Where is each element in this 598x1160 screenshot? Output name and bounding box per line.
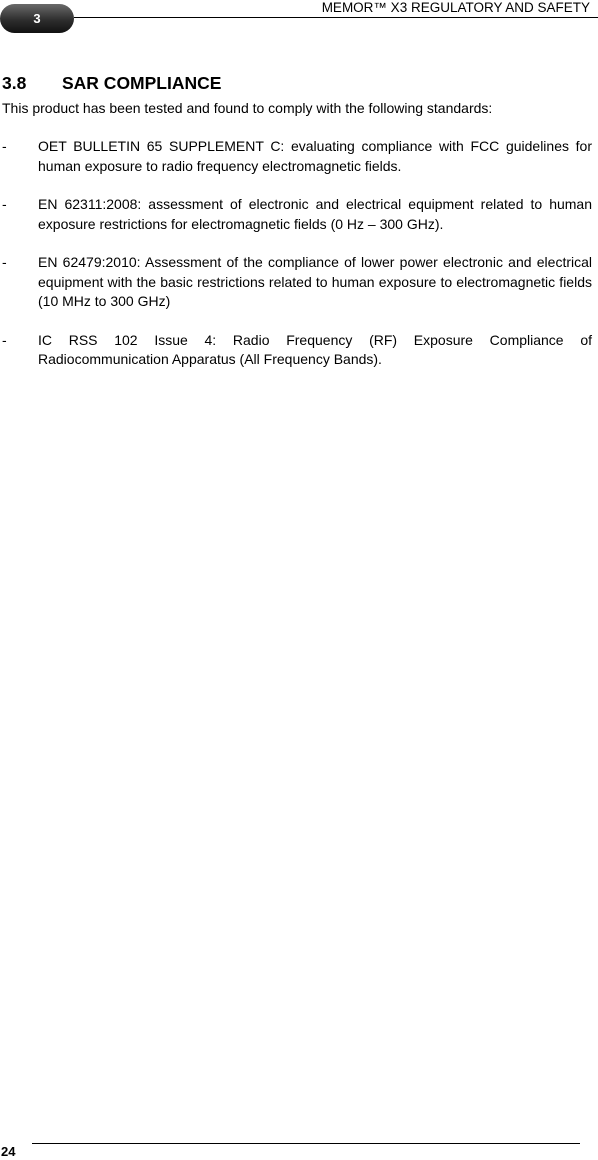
standard-item xyxy=(2,253,592,312)
standards-list xyxy=(2,137,592,389)
standard-item xyxy=(2,137,592,176)
standard-text: IC RSS 102 Issue 4: Radio Frequency (RF) Exposure Compliance of Radiocommunication Apparatus (All Frequency Bands). xyxy=(38,331,592,367)
standard-item xyxy=(2,195,592,234)
standard-text: EN 62479:2010: Assessment of the compliance of lower power electronic and electrical equipment with the basic restrictions related to human exposure to electromagnetic fields (10 MHz to 300 GHz) xyxy=(38,254,592,309)
footer-divider xyxy=(32,1143,580,1144)
page-number: 24 xyxy=(1,1144,16,1159)
running-header-title: MEMOR™ X3 REGULATORY AND SAFETY xyxy=(321,0,590,15)
list-bullet: - xyxy=(2,196,7,212)
section-title: SAR COMPLIANCE xyxy=(62,72,222,93)
intro-paragraph: This product has been tested and found to comply with the following standards: xyxy=(2,100,493,116)
section-number: 3.8 xyxy=(2,72,27,93)
list-bullet: - xyxy=(2,138,7,154)
list-bullet: - xyxy=(2,254,7,270)
list-bullet: - xyxy=(2,331,7,348)
chapter-badge: 3 xyxy=(0,4,74,33)
standard-text: EN 62311:2008: assessment of electronic and electrical equipment related to human exposure restrictions for electromagnetic fields (0 Hz – 300 GHz). xyxy=(38,196,592,232)
standard-item xyxy=(2,331,592,370)
section-heading xyxy=(2,73,221,94)
header-divider xyxy=(74,17,598,18)
standard-text: OET BULLETIN 65 SUPPLEMENT C: evaluating compliance with FCC guidelines for human exposure to radio frequency electromagnetic fields. xyxy=(38,138,592,174)
